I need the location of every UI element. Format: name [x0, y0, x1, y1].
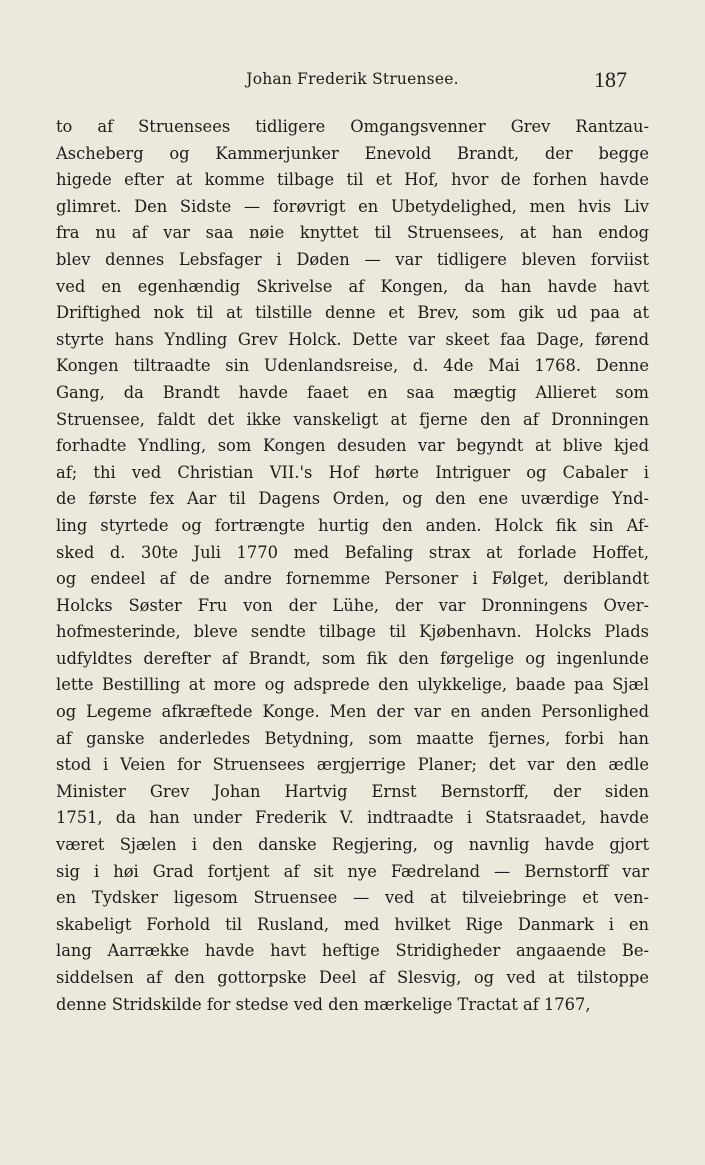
text-line: Struensee, faldt det ikke vanskeligt at fjerne den af Dronningen: [56, 409, 649, 429]
text-line: higede efter at komme tilbage til et Hof, hvor de forhen havde: [56, 170, 649, 190]
text-line: forhadte Yndling, som Kongen desuden var begyndt at blive kjed: [56, 436, 649, 456]
text-line: 1751, da han under Frederik V. indtraadte i Statsraadet, havde: [56, 808, 649, 828]
text-line: blev dennes Lebsfager i Døden — var tidligere bleven forviist: [56, 249, 649, 269]
text-line: af ganske anderledes Betydning, som maatte fjernes, forbi han: [56, 728, 649, 748]
text-line: Driftighed nok til at tilstille denne et Brev, som gik ud paa at: [56, 303, 649, 323]
page-number: 187: [594, 67, 627, 92]
text-line: en Tydsker ligesom Struensee — ved at tilveiebringe et ven-: [56, 888, 649, 908]
text-line: siddelsen af den gottorpske Deel af Slesvig, og ved at tilstoppe: [56, 968, 649, 987]
body-text: [56, 114, 649, 1018]
text-line: Kongen tiltraadte sin Udenlandsreise, d. 4de Mai 1768. Denne: [56, 356, 649, 376]
text-line: Gang, da Brandt havde faaet en saa mægtig Allieret som: [56, 382, 649, 402]
text-line: og Legeme afkræftede Konge. Men der var en anden Personlighed: [56, 702, 649, 722]
text-line: hofmesterinde, bleve sendte tilbage til Kjøbenhavn. Holcks Plads: [56, 622, 649, 642]
text-line: glimret. Den Sidste — forøvrigt en Ubetydelighed, men hvis Liv: [56, 196, 649, 216]
text-line: stod i Veien for Struensees ærgjerrige Planer; det var den ædle: [56, 755, 649, 775]
text-line: Minister Grev Johan Hartvig Ernst Bernstorff, der siden: [56, 781, 649, 801]
text-line: denne Stridskilde for stedse ved den mærkelige Tractat af 1767,: [56, 994, 591, 1014]
text-line: fra nu af var saa nøie knyttet til Struensees, at han endog: [56, 223, 649, 243]
text-line: ved en egenhændig Skrivelse af Kongen, da han havde havt: [56, 276, 649, 296]
text-line: udfyldtes derefter af Brandt, som fik den førgelige og ingenlunde: [56, 648, 649, 668]
text-line: lette Bestilling at more og adsprede den ulykkelige, baade paa Sjæl: [56, 675, 649, 695]
text-line: to af Struensees tidligere Omgangsvenner Grev Rantzau-: [56, 117, 649, 136]
text-line: sig i høi Grad fortjent af sit nye Fædreland — Bernstorff var: [56, 861, 649, 881]
text-line: lang Aarrække havde havt heftige Stridigheder angaaende Be-: [56, 941, 649, 961]
running-header: [0, 67, 705, 94]
text-line: Holcks Søster Fru von der Lühe, der var Dronningens Over-: [56, 595, 649, 615]
text-line: sked d. 30te Juli 1770 med Befaling strax at forlade Hoffet,: [56, 542, 649, 562]
text-line: styrte hans Yndling Grev Holck. Dette var skeet faa Dage, førend: [56, 329, 649, 349]
running-title: Johan Frederik Struensee.: [246, 70, 459, 88]
text-line: de første fex Aar til Dagens Orden, og den ene uværdige Ynd-: [56, 489, 649, 509]
text-line: skabeligt Forhold til Rusland, med hvilket Rige Danmark i en: [56, 914, 649, 934]
text-line: været Sjælen i den danske Regjering, og navnlig havde gjort: [56, 835, 649, 855]
text-line: ling styrtede og fortrængte hurtig den anden. Holck fik sin Af-: [56, 515, 649, 535]
text-line: af; thi ved Christian VII.'s Hof hørte Intriguer og Cabaler i: [56, 462, 649, 482]
text-line: Ascheberg og Kammerjunker Enevold Brandt, der begge: [56, 143, 649, 163]
text-line: og endeel af de andre fornemme Personer i Følget, deriblandt: [56, 569, 649, 589]
